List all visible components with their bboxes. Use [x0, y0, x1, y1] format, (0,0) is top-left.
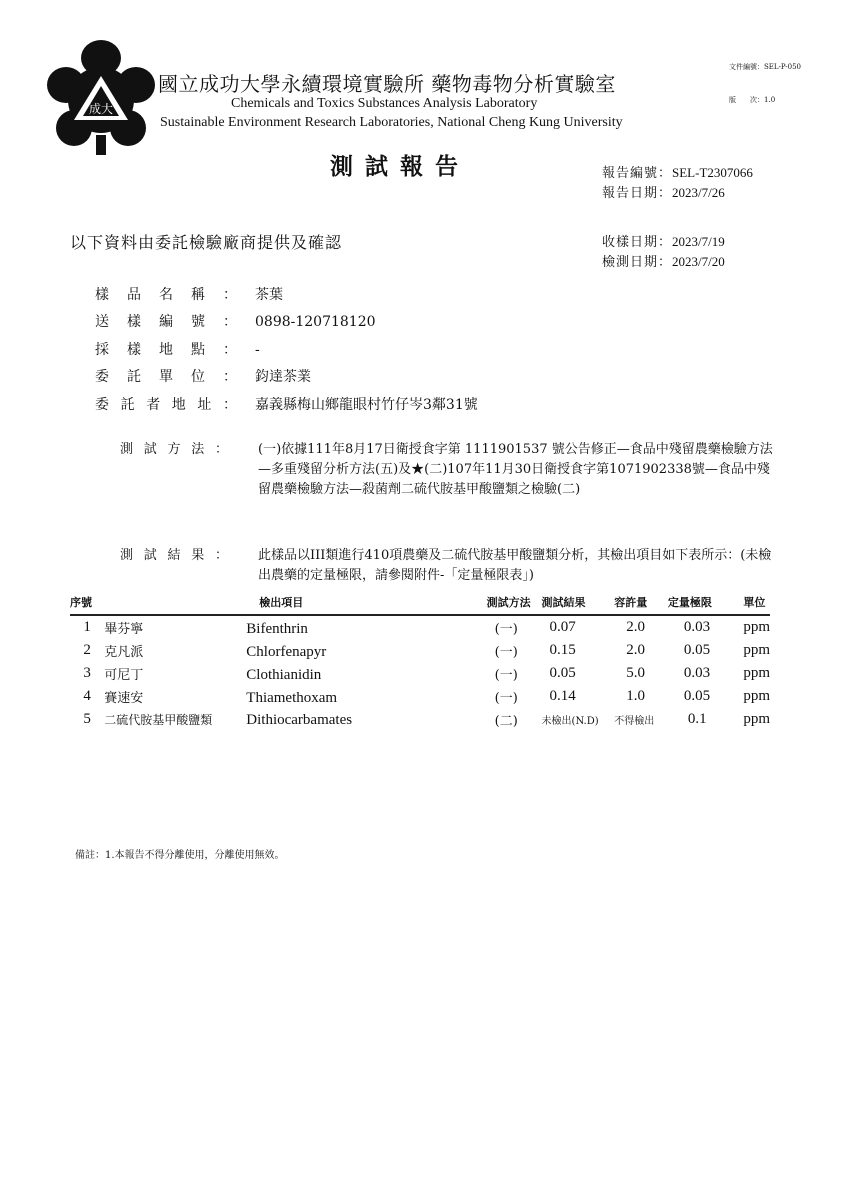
cell-result: 0.15: [549, 642, 576, 658]
header-item: 檢出項目: [104, 592, 486, 615]
cell-unit: ppm: [743, 642, 770, 658]
field-label: 委託者地址：: [95, 397, 237, 413]
test-result-text: 此樣品以III類進行410項農藥及二硫代胺基甲酸鹽類分析，其檢出項目如下表所示：(未檢出農藥的定量極限，請參閱附件-「定量極限表」): [258, 548, 772, 583]
field-sampling-location: [95, 339, 260, 359]
logo-emblem-text: 成大: [88, 102, 114, 116]
test-date-row: [602, 252, 725, 272]
field-label: 採樣地點：: [95, 342, 237, 358]
field-client-address: [95, 394, 478, 414]
test-method-label: 測試方法：: [120, 442, 228, 457]
lab-name-en: Chemicals and Toxics Substances Analysis Laboratory: [231, 96, 538, 111]
report-meta: [602, 163, 753, 203]
cell-loq: 0.05: [683, 688, 711, 704]
header-unit: 單位: [743, 592, 770, 615]
report-title: 測試報告: [330, 153, 470, 180]
cell-result: 0.05: [549, 665, 576, 681]
field-value: 0898-120718120: [255, 314, 376, 330]
report-number-label: 報告編號：: [602, 166, 673, 181]
cell-item-en: Dithiocarbamates: [246, 711, 353, 728]
received-date-row: [602, 232, 725, 252]
report-number-row: [602, 163, 753, 183]
table-row: [70, 708, 770, 731]
table-row: [70, 685, 770, 708]
cell-method: (二): [494, 714, 518, 729]
table-row: [70, 662, 770, 685]
cell-limit: 不得檢出: [614, 716, 655, 727]
field-sample-number: [95, 311, 376, 331]
cell-unit: ppm: [743, 665, 770, 681]
field-label: 委託單位：: [95, 369, 237, 385]
remark: 備註：1.本報告不得分離使用，分離使用無效。: [75, 850, 285, 861]
cell-item: [104, 685, 486, 708]
document-control: [729, 40, 801, 117]
cell-no: 5: [83, 711, 91, 727]
cell-no: 4: [83, 688, 91, 704]
cell-item-en: Chlorfenapyr: [246, 643, 327, 660]
cell-loq: 0.03: [683, 665, 711, 681]
cell-result: 0.14: [549, 688, 576, 704]
cell-no: 2: [83, 642, 91, 658]
cell-method: (一): [494, 691, 518, 706]
test-result: [120, 546, 780, 588]
field-value: -: [255, 342, 260, 358]
cell-limit: 1.0: [626, 688, 646, 704]
header-loq: 定量極限: [668, 592, 743, 615]
cell-item-en: Bifenthrin: [246, 620, 308, 637]
field-label: 樣品名稱：: [95, 287, 237, 303]
header-result: 測試結果: [542, 592, 615, 615]
cell-unit: ppm: [743, 711, 770, 727]
cell-unit: ppm: [743, 619, 770, 635]
lab-name-zh: 國立成功大學永續環境實驗所 藥物毒物分析實驗室: [158, 72, 616, 96]
cell-item-zh: 可尼丁: [104, 667, 144, 683]
cell-loq: 0.05: [683, 642, 711, 658]
provided-note: 以下資料由委託檢驗廠商提供及確認: [70, 233, 343, 252]
cell-item-zh: 二硫代胺基甲酸鹽類: [104, 712, 213, 727]
field-value: 嘉義縣梅山鄉龍眼村竹仔岑3鄰31號: [255, 397, 478, 413]
received-date-value: 2023/7/19: [672, 234, 725, 249]
doc-version: 版 次：1.0: [729, 96, 776, 104]
received-date-label: 收樣日期：: [602, 235, 673, 250]
doc-number: 文件編號：SEL-P-050: [729, 63, 801, 71]
cell-method: (一): [494, 668, 518, 683]
report-date-label: 報告日期：: [602, 186, 673, 201]
cell-item: [104, 662, 486, 685]
field-client: [95, 366, 311, 386]
cell-unit: ppm: [743, 688, 770, 704]
cell-item-en: Clothianidin: [246, 666, 322, 683]
cell-item-zh: 克凡派: [104, 644, 144, 660]
report-date-row: [602, 183, 753, 203]
table-row: [70, 615, 770, 639]
results-table: [70, 592, 770, 731]
field-value: 茶葉: [255, 287, 283, 303]
header-method: 測試方法: [487, 592, 542, 615]
institute-name-en: Sustainable Environment Research Laboratories, National Cheng Kung University: [160, 115, 623, 130]
report-number-value: SEL-T2307066: [672, 165, 753, 180]
cell-item-zh: 畢芬寧: [104, 621, 144, 637]
cell-item-zh: 賽速安: [104, 690, 144, 706]
cell-limit: 5.0: [626, 665, 646, 681]
cell-loq: 0.1: [687, 711, 707, 727]
cell-no: 1: [83, 619, 91, 635]
header-limit: 容許量: [614, 592, 668, 615]
cell-result: 0.07: [549, 619, 576, 635]
test-method: [120, 440, 780, 520]
field-label: 送樣編號：: [95, 314, 237, 330]
test-date-label: 檢測日期：: [602, 255, 673, 270]
cell-method: (一): [494, 622, 518, 637]
report-date-value: 2023/7/26: [672, 185, 725, 200]
cell-item: [104, 708, 486, 731]
test-method-text: (一)依據111年8月17日衛授食字第 1111901537 號公告修正—食品中殘留農藥檢驗方法—多重殘留分析方法(五)及★(二)107年11月30日衛授食字第1071902338號—食品中殘留農藥檢驗方法—殺菌劑二硫代胺基甲酸鹽類之檢驗(二): [258, 442, 773, 497]
table-row: [70, 639, 770, 662]
cell-limit: 2.0: [626, 642, 646, 658]
cell-loq: 0.03: [683, 619, 711, 635]
ncku-logo: [46, 40, 156, 158]
cell-limit: 2.0: [626, 619, 646, 635]
sample-meta: [602, 232, 725, 272]
field-value: 鈞達茶業: [255, 369, 311, 385]
test-result-label: 測試結果：: [120, 548, 228, 563]
cell-no: 3: [83, 665, 91, 681]
cell-result: 未檢出(N.D): [541, 716, 599, 727]
test-date-value: 2023/7/20: [672, 254, 725, 269]
cell-item: [104, 615, 486, 639]
field-sample-name: [95, 284, 283, 304]
cell-item: [104, 639, 486, 662]
header-no: 序號: [70, 592, 104, 615]
table-header-row: [70, 592, 770, 615]
cell-method: (一): [494, 645, 518, 660]
cell-item-en: Thiamethoxam: [246, 689, 338, 706]
